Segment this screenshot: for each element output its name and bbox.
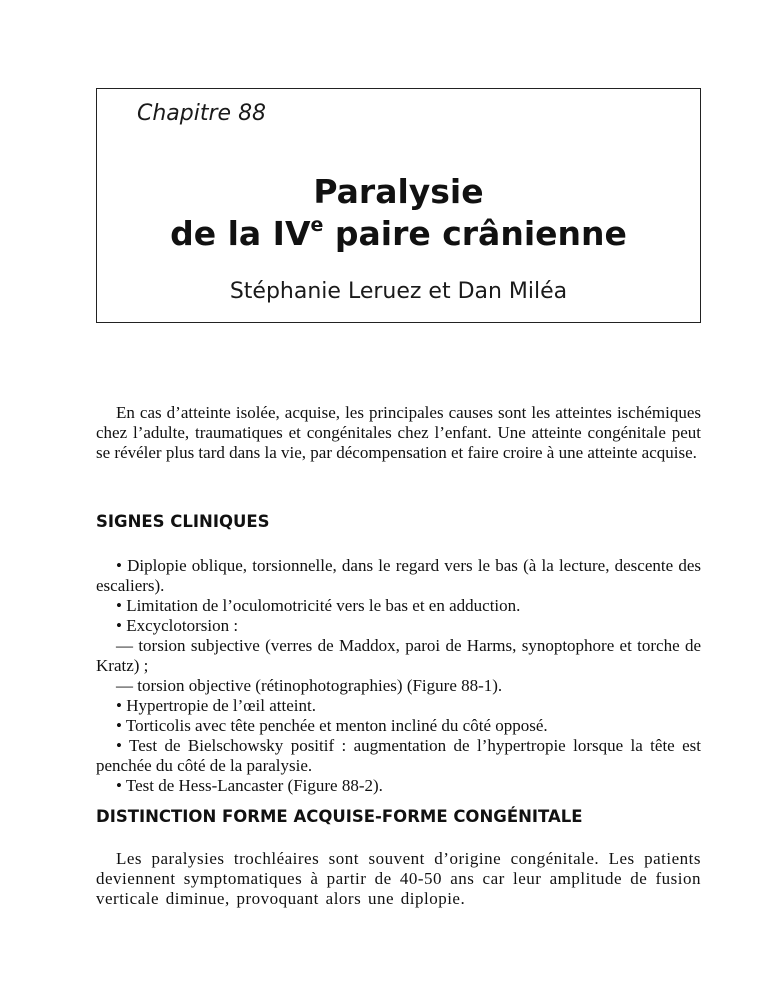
list-item: • Hypertropie de l’œil atteint. [116, 696, 316, 715]
chapter-title-line-2-end: paire crânienne [323, 214, 627, 253]
distinction-paragraph [96, 849, 701, 909]
chapter-title-line-2-start: de la IV [170, 214, 311, 253]
chapter-title [97, 171, 700, 255]
list-item: • Test de Hess-Lancaster (Figure 88-2). [116, 776, 383, 795]
list-item: • Limitation de l’oculomotricité vers le bas et en adduction. [116, 596, 521, 615]
distinction-text: Les paralysies trochléaires sont souvent d’origine congénitale. Les patients deviennent symptomatiques à partir de 40-50 ans car leur amplitude de fusion verticale diminue, provoquant alors une diplopie. [96, 849, 701, 908]
section-heading-distinction: DISTINCTION FORME ACQUISE-FORME CONGÉNITALE [96, 807, 583, 826]
signes-cliniques-list [96, 556, 701, 796]
intro-paragraph [96, 403, 701, 463]
chapter-title-line-2 [97, 213, 700, 255]
chapter-authors: Stéphanie Leruez et Dan Miléa [229, 279, 568, 304]
chapter-number: Chapitre 88 [137, 101, 267, 126]
list-subitem: — torsion objective (rétinophotographies) (Figure 88-1). [116, 676, 503, 695]
list-item: • Test de Bielschowsky positif : augmentation de l’hypertropie lorsque la tête est penchée du côté de la paralysie. [96, 736, 701, 775]
section-heading-signes-cliniques: SIGNES CLINIQUES [96, 512, 270, 531]
chapter-header-box [96, 88, 701, 323]
list-subitem: — torsion subjective (verres de Maddox, paroi de Harms, synoptophore et torche de Kratz) ; [96, 636, 701, 675]
list-item: • Torticolis avec tête penchée et menton incliné du côté opposé. [116, 716, 548, 735]
chapter-title-line-1: Paralysie [313, 172, 484, 211]
intro-text: En cas d’atteinte isolée, acquise, les principales causes sont les atteintes ischémiques chez l’adulte, traumatiques et congénitales chez l’enfant. Une atteinte congénitale peut se révéler plus tard dans la vie, par décompensation et faire croire à une atteinte acquise. [96, 403, 701, 462]
list-item: • Diplopie oblique, torsionnelle, dans le regard vers le bas (à la lecture, descente des escaliers). [96, 556, 701, 595]
list-item: • Excyclotorsion : [116, 616, 239, 635]
chapter-title-superscript: e [310, 214, 324, 236]
